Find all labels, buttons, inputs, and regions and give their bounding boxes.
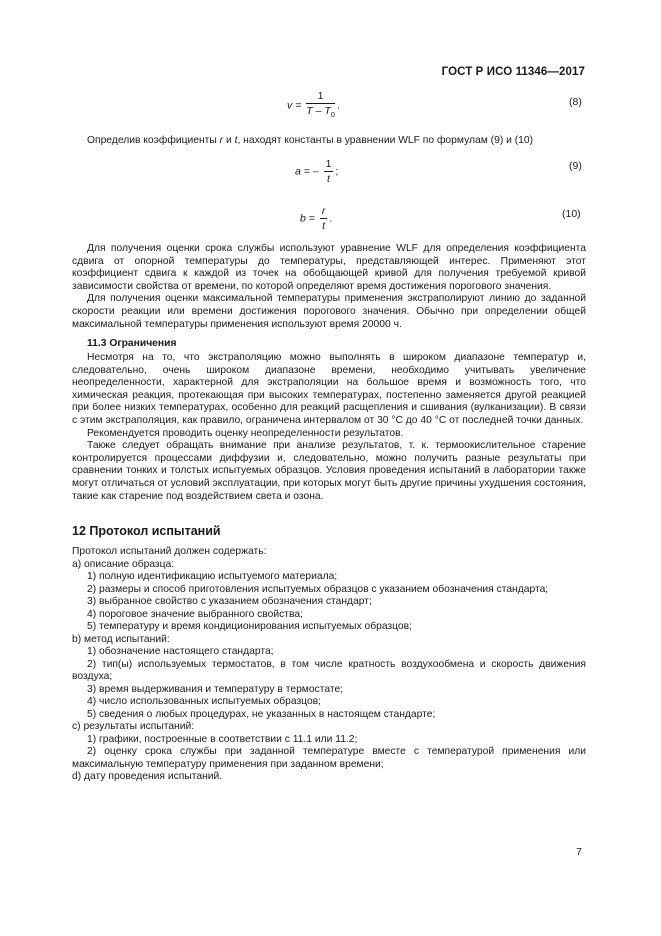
equation-9 — [295, 158, 338, 185]
paragraph-extrapolation: Несмотря на то, что экстраполяцию можно выполнять в широком диапазоне температур и, следовательно, очень широком диапазоне времени, необходимо учитывать увеличение неопределенности, характерной для экстраполяции на большое время и возможность того, что химическая реакция, протекающая при высоких температурах, постепенно заменяется другой реакцией при более низких температурах, особенно для реакций расщепления и сшивания (вулканизации). В связи с этим экстраполяция, как правило, ограничена интервалом от 30 °С до 40 °С от последней точки данных. — [72, 352, 586, 426]
intro-line — [72, 135, 586, 148]
eq10-numerator: r — [321, 205, 326, 217]
list-item: d) дату проведения испытаний. — [72, 771, 223, 782]
standard-designation: ГОСТ Р ИСО 11346—2017 — [441, 66, 585, 78]
list-item: 2) тип(ы) используемых термостатов, в том числе кратность воздухообмена и скорость движения воздуха; — [72, 658, 586, 682]
intro-before: Определив коэффициенты — [87, 135, 220, 146]
equation-8-number: (8) — [569, 96, 582, 108]
eq10-end: . — [329, 212, 333, 225]
eq8-denominator — [306, 104, 335, 121]
intro-and: и — [223, 135, 235, 146]
eq8-lhs: v = — [287, 99, 302, 112]
eq10-denominator: t — [322, 220, 326, 232]
paragraph-shift-factor: Для получения оценки срока службы используют уравнение WLF для определения коэффициента сдвига от опорной температуры до температуры, представляющей интерес. Применяют этот коэффициент сдвига к каждой из точек на обобщающей кривой для получения требуемой кривой зависимости свойства от времени, по которой определяют время достижения порогового значения. — [72, 243, 586, 292]
intro-r: r — [219, 135, 224, 146]
intro-t: t — [234, 135, 238, 146]
equation-9-number: (9) — [569, 160, 582, 172]
list-item: 3) выбранное свойство с указанием обозначения стандарт; — [87, 596, 372, 607]
section-12-title: 12 Протокол испытаний — [72, 524, 221, 538]
list-item: 3) время выдерживания и температуру в термостате; — [87, 683, 344, 695]
paragraph-uncertainty: Рекомендуется проводить оценку неопределенности результатов. — [87, 427, 404, 439]
list-item: 4) пороговое значение выбранного свойства; — [87, 608, 303, 620]
eq9-end: ; — [335, 165, 339, 178]
eq8-den-minus: – — [312, 105, 325, 117]
list-item: b) метод испытаний: — [72, 633, 170, 645]
paragraph-diffusion: Также следует обращать внимание при анализе результатов, т. к. термоокислительное старение контролируется процессами диффузии и, следовательно, можно получить разные результаты при сравнении тонких и толстых испытуемых образцов. Условия проведения испытаний в лаборатории также могут отличаться от условий эксплуатации, при которых могут быть другие причины ухудшения состояния, такие как старение под воздействием света и озона. — [72, 440, 586, 502]
list-item: 1) графики, построенные в соответствии с 11.1 или 11.2; — [87, 733, 358, 745]
eq8-numerator: 1 — [306, 90, 335, 104]
list-item: a) описание образца: — [72, 558, 175, 570]
subsection-title: 11.3 Ограничения — [87, 338, 177, 349]
list-item: 2) оценку срока службы при заданной температуре вместе с температурой применения или максимальную температуру применения при заданном времени; — [72, 746, 586, 770]
eq8-end: . — [336, 99, 340, 112]
equation-8 — [287, 90, 340, 121]
protocol-intro: Протокол испытаний должен содержать: — [72, 546, 267, 557]
eq10-fraction — [320, 205, 328, 232]
list-item: 5) температуру и время кондиционирования испытуемых образцов; — [87, 621, 412, 632]
eq9-denominator: t — [327, 173, 330, 185]
eq10-lhs: b = — [300, 212, 315, 225]
eq8-den-t0: T — [324, 105, 331, 117]
eq8-den-sub: 0 — [330, 110, 335, 120]
paragraph-max-temperature: Для получения оценки максимальной температуры применения экстраполируют линию до заданной скорости реакции или времени достижения порогового значения. Обычно при определении общей максимальной температуры применения используют время 20000 ч. — [72, 293, 586, 330]
list-item: 1) обозначение настоящего стандарта; — [87, 646, 274, 657]
body-text-block-2 — [72, 352, 586, 503]
equation-10 — [300, 205, 332, 232]
protocol-list — [72, 546, 586, 784]
list-item: c) результаты испытаний: — [72, 721, 195, 732]
equation-10-number: (10) — [562, 208, 581, 220]
eq9-lhs: a = – — [295, 165, 319, 178]
list-item: 4) число использованных испытуемых образцов; — [87, 696, 322, 707]
list-item: 2) размеры и способ приготовления испытуемых образцов с указанием обозначения стандарта; — [87, 583, 549, 595]
body-text-block-1 — [72, 243, 586, 331]
page-number: 7 — [576, 846, 582, 858]
list-item: 1) полную идентификацию испытуемого материала; — [87, 571, 338, 582]
eq9-fraction — [324, 158, 334, 185]
eq9-numerator: 1 — [325, 158, 332, 170]
eq8-fraction — [306, 90, 335, 121]
list-item: 5) сведения о любых процедурах, не указанных в настоящем стандарте; — [87, 708, 436, 720]
intro-after: , находят константы в уравнении WLF по формулам (9) и (10) — [237, 135, 534, 146]
eq8-den-t: T — [306, 105, 313, 117]
